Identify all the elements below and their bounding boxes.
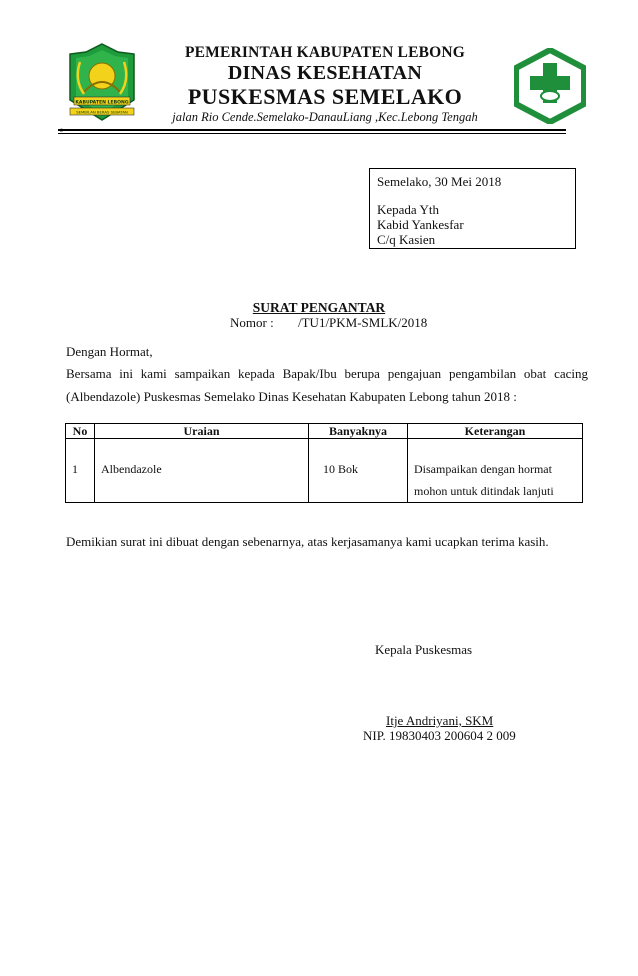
table-row [66,439,583,503]
nomor-value: /TU1/PKM-SMLK/2018 [298,315,428,330]
recipient-official: Kabid Yankesfar [377,217,464,232]
recipient-cq: C/q Kasien [377,232,436,247]
col-header-uraian: Uraian [95,424,309,439]
recipient-to: Kepada Yth [377,202,439,217]
items-table [65,423,583,503]
recipient-box [369,168,576,249]
logo-banner-bottom-text: SEMBILAN BERAS SEBATAN [76,109,128,115]
keterangan-line-1: Disampaikan dengan hormat [414,462,552,476]
keterangan-line-2: mohon untuk ditindak lanjuti [414,484,554,498]
header-line-department: DINAS KESEHATAN [227,62,423,84]
body-line-2: (Albendazole) Puskesmas Semelako Dinas Kesehatan Kabupaten Lebong tahun 2018 : [66,389,517,404]
closing-sentence: Demikian surat ini dibuat dengan sebenarnya, atas kerjasamanya kami ucapkan terima kasih. [66,534,549,549]
col-header-keterangan: Keterangan [408,424,583,439]
cell-banyaknya: 10 Bok [309,439,408,503]
signature-position: Kepala Puskesmas [375,642,473,657]
place-date: Semelako, 30 Mei 2018 [377,174,502,189]
cell-keterangan [408,439,583,503]
letter-title: SURAT PENGANTAR [252,300,386,315]
header-rule-thin [58,133,566,134]
col-header-no: No [66,424,95,439]
health-center-logo [514,48,586,124]
nomor-label: Nomor : [230,315,274,330]
logo-banner-top-text: KABUPATEN LEBONG [75,100,129,106]
greeting: Dengan Hormat, [66,344,153,359]
cell-uraian: Albendazole [95,439,309,503]
body-line-1: Bersama ini kami sampaikan kepada Bapak/Ibu berupa pengajuan pengambilan obat cacing [66,366,588,381]
table-header-row [66,424,583,439]
signature-nip: NIP. 19830403 200604 2 009 [363,728,516,743]
kabupaten-lebong-logo [64,42,140,122]
col-header-banyaknya: Banyaknya [309,424,408,439]
signature-name: Itje Andriyani, SKM [386,713,494,728]
header-rule-thick [58,129,566,131]
header-line-puskesmas: PUSKESMAS SEMELAKO [187,84,463,109]
header-address: jalan Rio Cende.Semelako-DanauLiang ,Kec.Lebong Tengah [172,110,478,124]
cell-no: 1 [66,439,95,503]
header-line-government: PEMERINTAH KABUPATEN LEBONG [184,44,466,61]
